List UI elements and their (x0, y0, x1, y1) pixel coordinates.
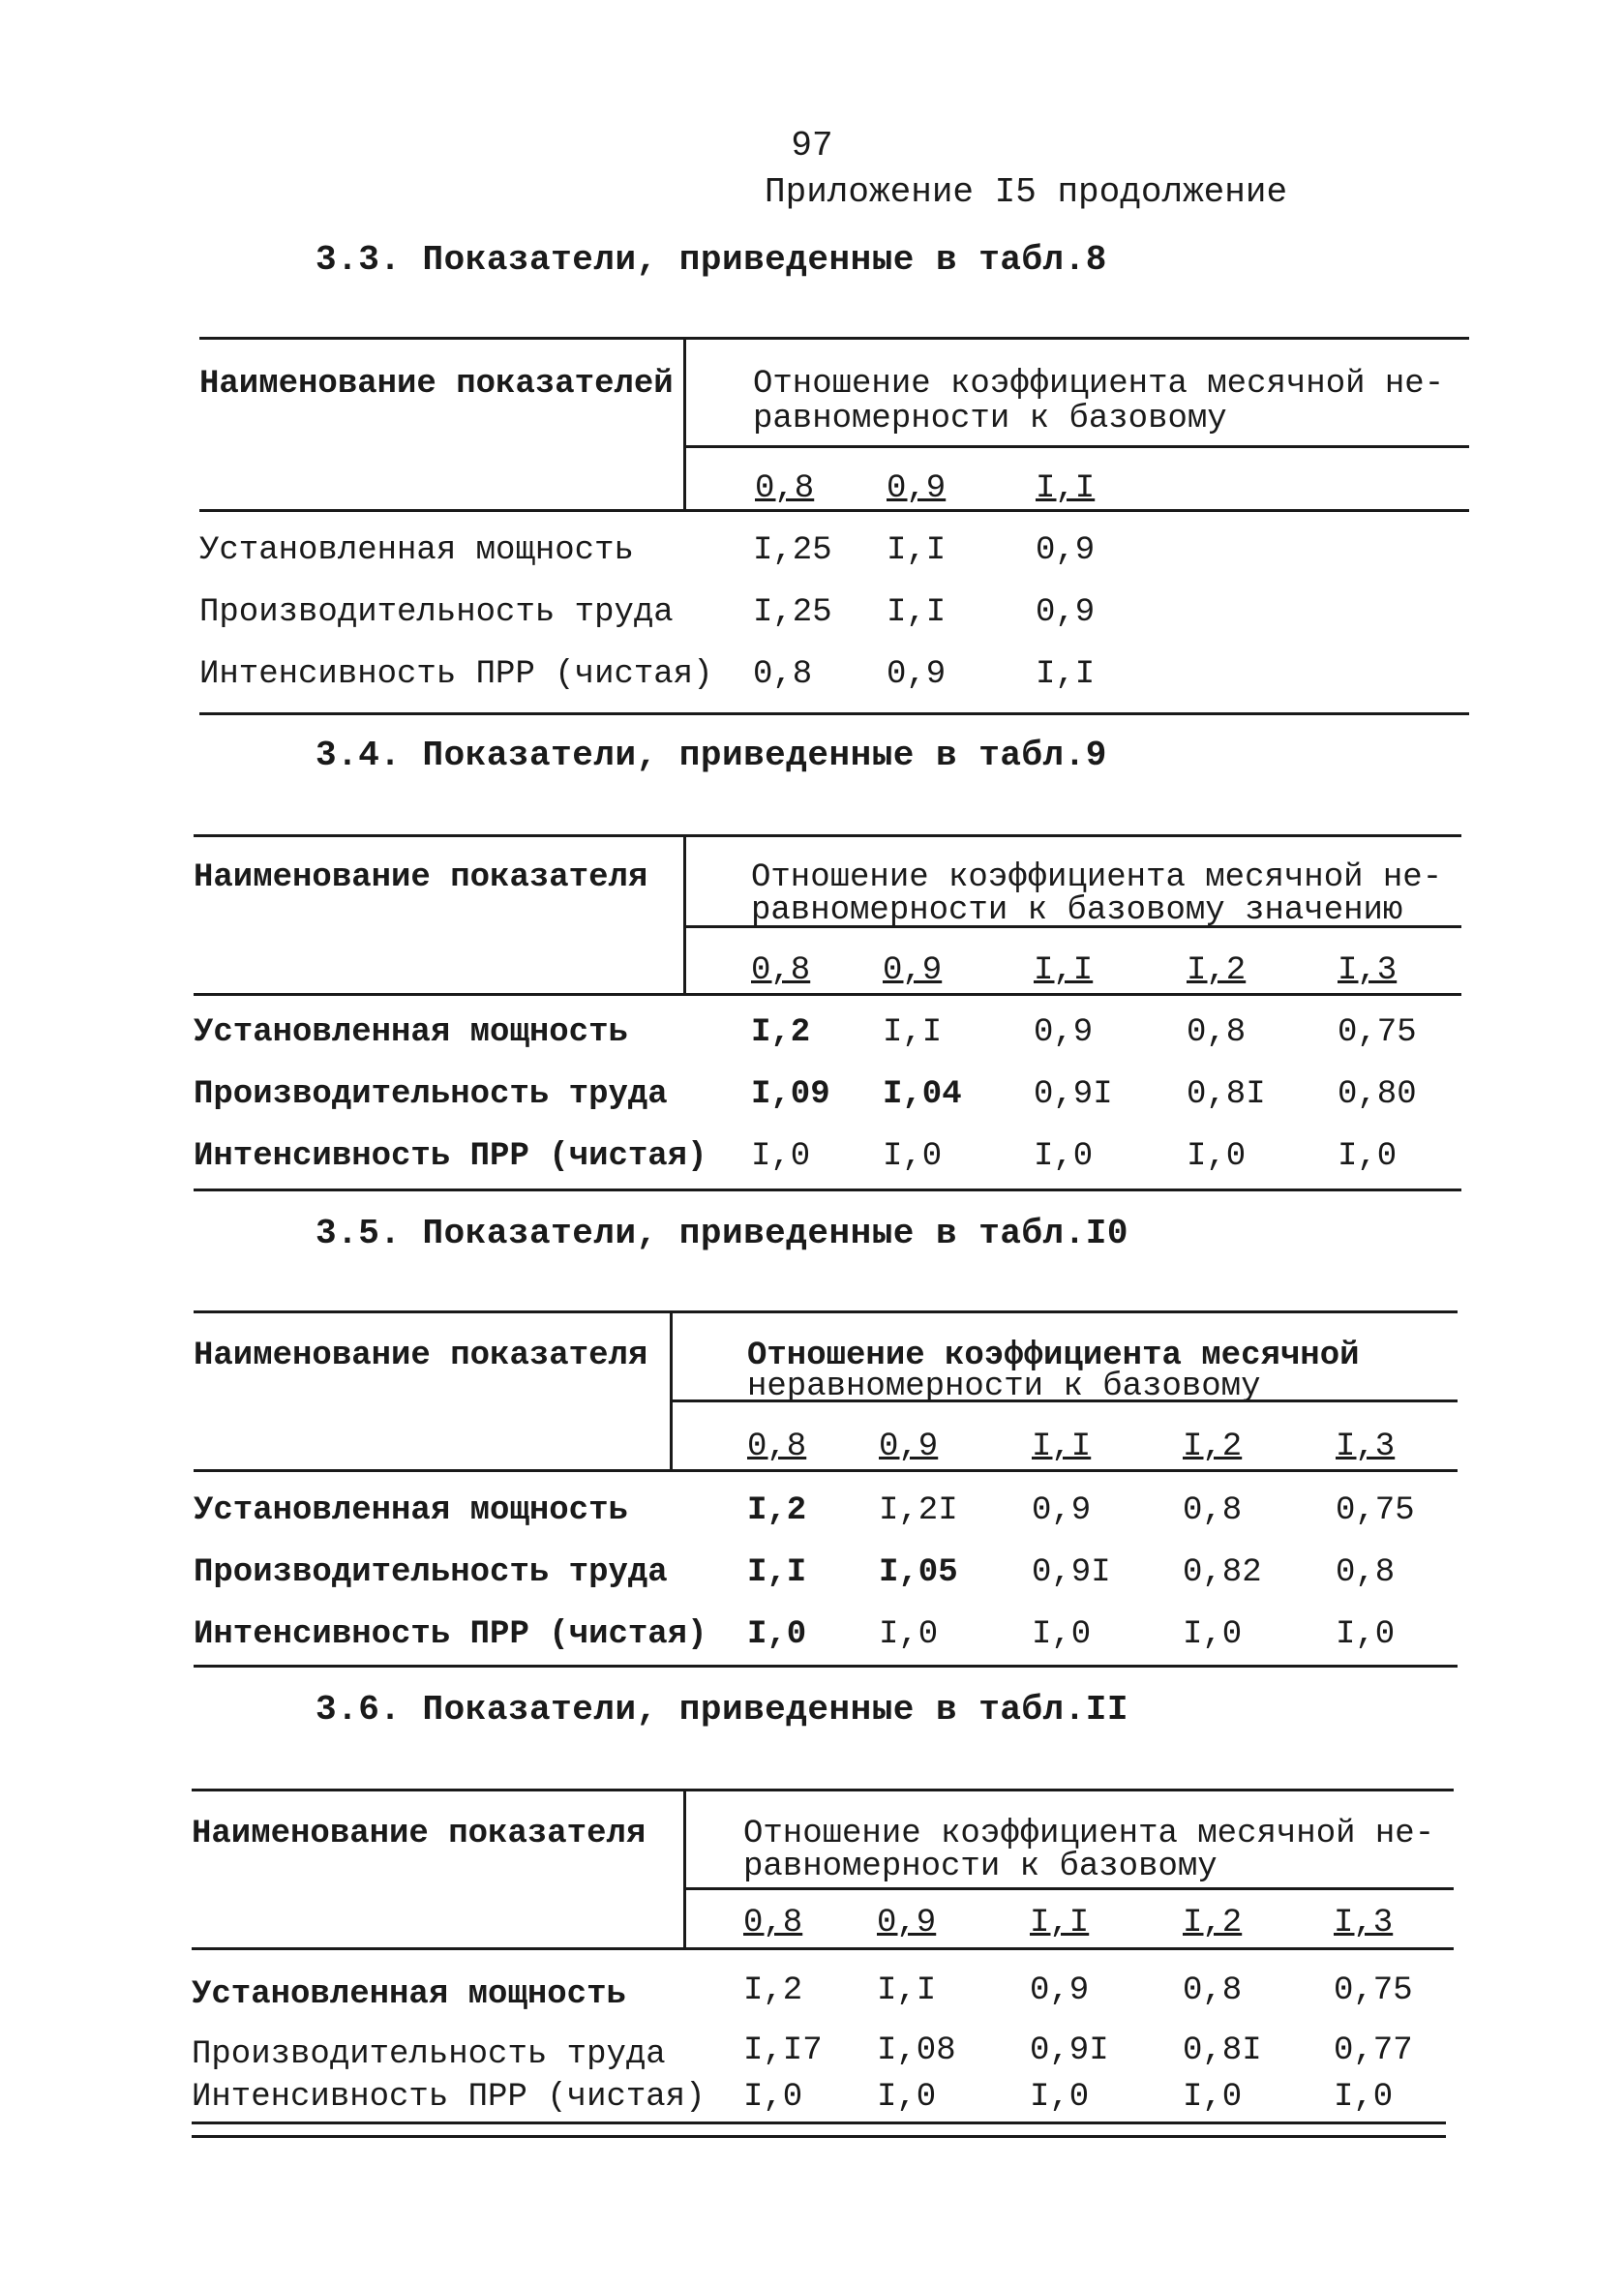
table-rule (199, 509, 1469, 512)
table-cell: I,0 (883, 1138, 943, 1175)
name-header: Наименование показателя (194, 859, 648, 896)
section-title-3-4: 3.4. Показатели, приведенные в табл.9 (316, 736, 1107, 775)
table-cell: I,2I (879, 1492, 958, 1529)
table-cell: I,I (1036, 656, 1096, 693)
column-header: 0,8 (751, 952, 811, 989)
column-divider (683, 836, 686, 995)
column-divider (670, 1312, 673, 1471)
row-label: Интенсивность ПРР (чистая) (194, 1138, 707, 1175)
table-cell: 0,82 (1183, 1554, 1262, 1591)
column-header: 0,9 (879, 1429, 939, 1465)
ratio-header-line-1: Отношение коэффициента месячной не- (743, 1816, 1435, 1852)
row-label: Установленная мощность (199, 532, 634, 569)
column-header: I,3 (1334, 1905, 1394, 1941)
ratio-header-line-2: равномерности к базовому значению (751, 892, 1403, 929)
ratio-header-line-2: равномерности к базовому (753, 401, 1227, 437)
table-cell: I,0 (1034, 1138, 1094, 1175)
column-header: I,I (1032, 1429, 1092, 1465)
table-cell: I,2 (743, 1972, 803, 2009)
table-cell: I,25 (753, 532, 832, 569)
column-header: I,3 (1336, 1429, 1396, 1465)
table-cell: 0,9I (1034, 1076, 1113, 1113)
table-cell: I,0 (1334, 2079, 1394, 2116)
ratio-header-line-2: неравномерности к базовому (747, 1369, 1261, 1405)
row-label: Установленная мощность (194, 1014, 628, 1051)
table-cell: 0,9 (1036, 532, 1096, 569)
table-cell: I,04 (883, 1076, 962, 1113)
table-cell: 0,9 (887, 656, 947, 693)
name-header: Наименование показателя (192, 1816, 647, 1852)
table-rule (194, 1469, 1458, 1472)
table-cell: 0,75 (1338, 1014, 1417, 1051)
row-label: Интенсивность ПРР (чистая) (192, 2079, 706, 2116)
table-cell: 0,8 (1183, 1492, 1243, 1529)
table-cell: I,I7 (743, 2032, 823, 2069)
column-header: I,2 (1187, 952, 1247, 989)
table-rule (194, 1310, 1458, 1313)
table-rule (685, 445, 1469, 448)
table-rule (685, 1887, 1454, 1890)
row-label: Установленная мощность (194, 1492, 628, 1529)
table-rule (194, 834, 1461, 837)
table-rule (199, 337, 1469, 340)
table-rule (192, 1947, 1454, 1950)
ratio-header-line-1: Отношение коэффициента месячной не- (753, 366, 1445, 403)
row-label: Производительность труда (199, 594, 674, 631)
row-label: Производительность труда (194, 1554, 668, 1591)
table-cell: I,0 (1183, 2079, 1243, 2116)
table-cell: 0,9 (1030, 1972, 1090, 2009)
table-cell: I,0 (1187, 1138, 1247, 1175)
table-cell: I,I (887, 532, 947, 569)
column-header: 0,9 (877, 1905, 937, 1941)
ratio-header-line-1: Отношение коэффициента месячной (747, 1338, 1360, 1374)
table-cell: 0,8 (1336, 1554, 1396, 1591)
column-header: I,2 (1183, 1429, 1243, 1465)
table-cell: 0,9 (1034, 1014, 1094, 1051)
column-divider (683, 339, 686, 511)
row-label: Установленная мощность (192, 1976, 626, 2013)
table-cell: 0,9 (1032, 1492, 1092, 1529)
table-cell: 0,77 (1334, 2032, 1413, 2069)
table-cell: I,0 (743, 2079, 803, 2116)
table-cell: I,I (747, 1554, 807, 1591)
table-cell: I,0 (879, 1616, 939, 1653)
ratio-header-line-1: Отношение коэффициента месячной не- (751, 859, 1443, 896)
column-header: 0,8 (755, 470, 815, 507)
table-cell: 0,75 (1336, 1492, 1415, 1529)
table-cell: I,0 (751, 1138, 811, 1175)
section-title-3-6: 3.6. Показатели, приведенные в табл.II (316, 1690, 1128, 1730)
column-header: 0,9 (887, 470, 947, 507)
row-label: Интенсивность ПРР (чистая) (199, 656, 713, 693)
page-number: 97 (791, 126, 833, 166)
table-cell: I,0 (1032, 1616, 1092, 1653)
column-header: I,I (1030, 1905, 1090, 1941)
table-cell: 0,9 (1036, 594, 1096, 631)
table-cell: 0,9I (1032, 1554, 1111, 1591)
table-cell: I,0 (1336, 1616, 1396, 1653)
row-label: Интенсивность ПРР (чистая) (194, 1616, 707, 1653)
table-cell: I,I (887, 594, 947, 631)
table-cell: 0,8I (1183, 2032, 1262, 2069)
table-cell: 0,75 (1334, 1972, 1413, 2009)
table-cell: I,09 (751, 1076, 830, 1113)
section-title-3-5: 3.5. Показатели, приведенные в табл.I0 (316, 1214, 1128, 1253)
column-header: I,I (1036, 470, 1096, 507)
table-cell: I,2 (751, 1014, 811, 1051)
table-cell: I,25 (753, 594, 832, 631)
table-cell: I,0 (1183, 1616, 1243, 1653)
column-header: 0,8 (747, 1429, 807, 1465)
table-cell: 0,8 (753, 656, 813, 693)
table-cell: I,I (877, 1972, 937, 2009)
table-cell: I,0 (877, 2079, 937, 2116)
column-header: 0,9 (883, 952, 943, 989)
table-cell: I,08 (877, 2032, 956, 2069)
ratio-header-line-2: равномерности к базовому (743, 1849, 1218, 1885)
table-rule (194, 1665, 1458, 1668)
table-rule (192, 1789, 1454, 1791)
table-cell: I,0 (1030, 2079, 1090, 2116)
table-rule (192, 2135, 1446, 2138)
table-rule (194, 1189, 1461, 1191)
name-header: Наименование показателя (194, 1338, 648, 1374)
table-cell: I,I (883, 1014, 943, 1051)
table-rule (199, 712, 1469, 715)
section-title-3-3: 3.3. Показатели, приведенные в табл.8 (316, 240, 1107, 280)
name-header: Наименование показателей (199, 366, 674, 403)
appendix-caption: Приложение I5 продолжение (765, 172, 1288, 212)
table-cell: 0,8I (1187, 1076, 1266, 1113)
column-header: I,3 (1338, 952, 1398, 989)
table-cell: I,2 (747, 1492, 807, 1529)
table-cell: 0,80 (1338, 1076, 1417, 1113)
table-cell: I,0 (747, 1616, 807, 1653)
table-rule (194, 993, 1461, 996)
row-label: Производительность труда (192, 2036, 666, 2073)
column-header: 0,8 (743, 1905, 803, 1941)
column-header: I,I (1034, 952, 1094, 989)
column-header: I,2 (1183, 1905, 1243, 1941)
table-rule (192, 2121, 1446, 2124)
table-cell: 0,8 (1183, 1972, 1243, 2009)
row-label: Производительность труда (194, 1076, 668, 1113)
table-cell: I,0 (1338, 1138, 1398, 1175)
table-cell: 0,9I (1030, 2032, 1109, 2069)
column-divider (683, 1790, 686, 1949)
table-cell: 0,8 (1187, 1014, 1247, 1051)
table-cell: I,05 (879, 1554, 958, 1591)
